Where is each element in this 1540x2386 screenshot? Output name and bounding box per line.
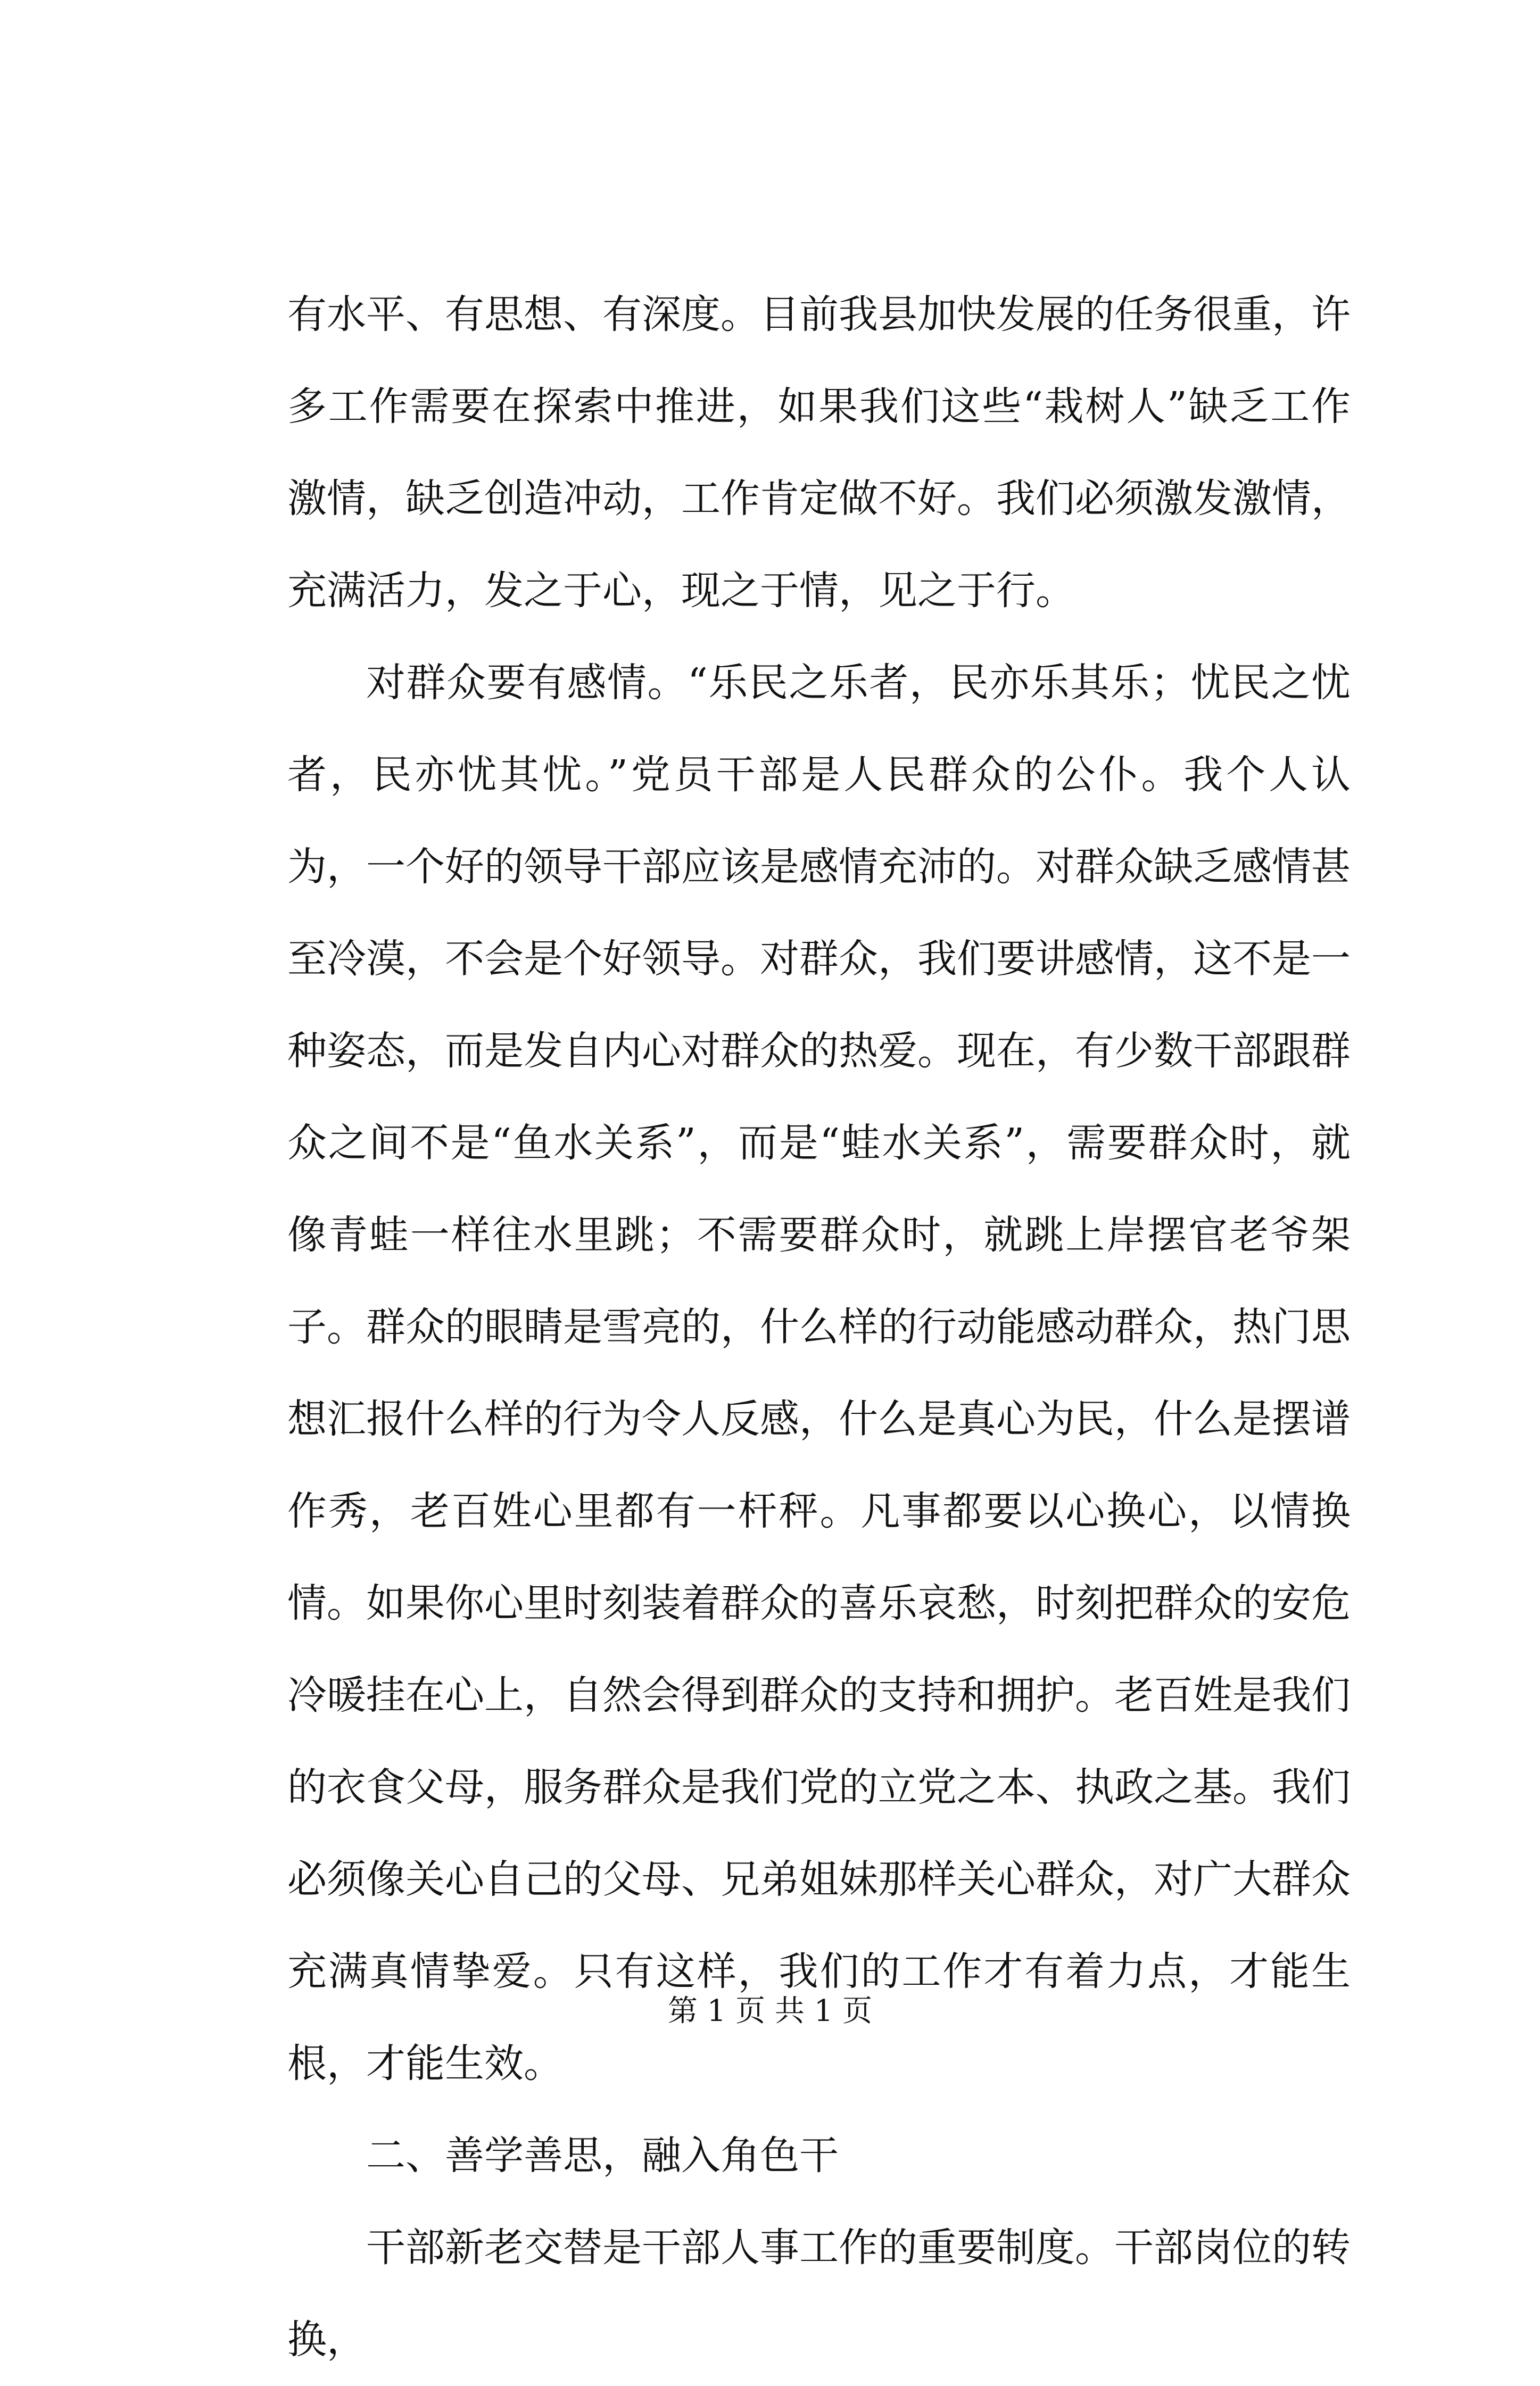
page-footer: 第 1 页 共 1 页 [667, 1994, 873, 2028]
section-heading: 二、善学善思，融入角色干 [366, 2133, 839, 2178]
paragraph-1: 有水平、有思想、有深度。目前我县加快发展的任务很重，许多工作需要在探索中推进，如果我们这些“栽树人”缺乏工作激情，缺乏创造冲动，工作肯定做不好。我们必须激发激情，充满活力，发之于心，现之于情，见之于行。 [287, 292, 1351, 614]
paragraph-2: 对群众要有感情。“乐民之乐者，民亦乐其乐；忧民之忧者，民亦忧其忧。”党员干部是人民群众的公仆。我个人认为，一个好的领导干部应该是感情充沛的。对群众缺乏感情甚至冷漠，不会是个好领导。对群众，我们要讲感情，这不是一种姿态，而是发自内心对群众的热爱。现在，有少数干部跟群众之间不是“鱼水关系”，而是“蛙水关系”，需要群众时，就像青蛙一样往水里跳；不需要群众时，就跳上岸摆官老爷架子。群众的眼睛是雪亮的，什么样的行动能感动群众，热门思想汇报什么样的行为令人反感，什么是真心为民，什么是摆谱作秀，老百姓心里都有一杆秤。凡事都要以心换心，以情换情。如果你心里时刻装着群众的喜乐哀愁，时刻把群众的安危冷暖挂在心上，自然会得到群众的支持和拥护。老百姓是我们的衣食父母，服务群众是我们党的立党之本、执政之基。我们必须像关心自己的父母、兄弟姐妹那样关心群众，对广大群众充满真情挚爱。只有这样，我们的工作才有着力点，才能生根，才能生效。 [287, 660, 1351, 2086]
paragraph-3: 干部新老交替是干部人事工作的重要制度。干部岗位的转换， [287, 2225, 1351, 2363]
document-body [287, 269, 1351, 2386]
